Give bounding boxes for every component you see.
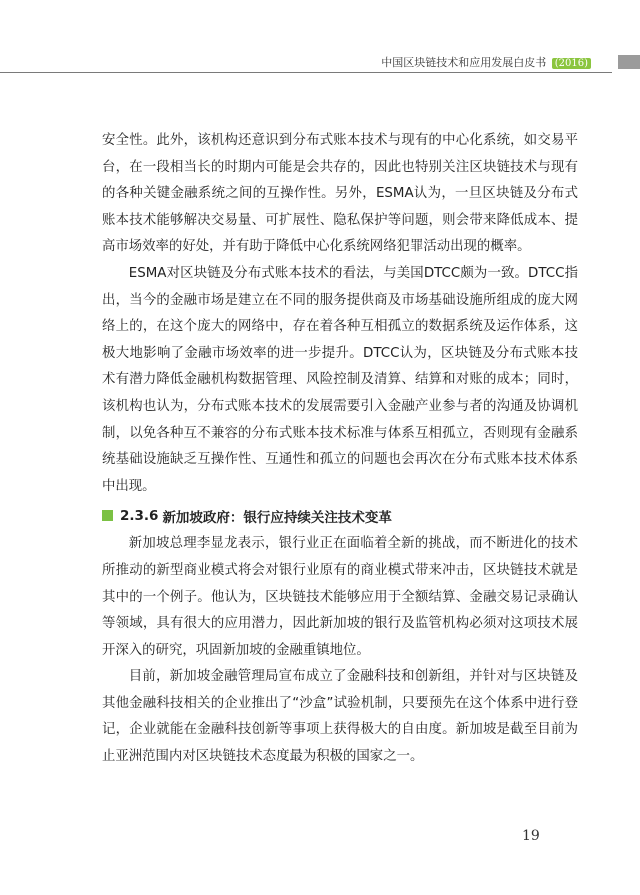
section-title: 新加坡政府：银行应持续关注技术变革 — [162, 509, 392, 526]
running-header-title — [381, 54, 591, 70]
paragraph-continued: 安全性。此外，该机构还意识到分布式账本技术与现有的中心化系统，如交易平台，在一段相当长的时期内可能是会共存的，因此也特别关注区块链技术与现有的各种关键金融系统之间的互操作性。另外，ESMA认为，一旦区块链及分布式账本技术能够解决交易量、可扩展性、隐私保护等问题，则会带来降低成本、提高市场效率的好处，并有助于降低中心化系统网络犯罪活动出现的概率。 — [102, 133, 578, 255]
header-year-badge: (2016) — [552, 58, 591, 69]
paragraph-singapore-pm: 新加坡总理李显龙表示，银行业正在面临着全新的挑战，而不断进化的技术所推动的新型商业模式将会对银行业原有的商业模式带来冲击，区块链技术就是其中的一个例子。他认为，区块链技术能够应用于全额结算、金融交易记录确认等领域，具有很大的应用潜力，因此新加坡的银行及监管机构必须对这项技术展开深入的研究，巩固新加坡的金融重镇地位。 — [102, 536, 578, 658]
header-rule — [0, 72, 612, 73]
section-heading — [102, 502, 578, 529]
page-number: 19 — [522, 828, 540, 844]
header-edge-tab — [618, 55, 640, 69]
section-marker-icon — [102, 510, 113, 521]
header-book-title: 中国区块链技术和应用发展白皮书 — [381, 56, 547, 69]
page-body — [102, 128, 578, 771]
paragraph-esma-dtcc: ESMA对区块链及分布式账本技术的看法，与美国DTCC颇为一致。DTCC指出，当今的金融市场是建立在不同的服务提供商及市场基础设施所组成的庞大网络上的，在这个庞大的网络中，存在着各种互相孤立的数据系统及运作体系，这极大地影响了金融市场效率的进一步提升。DTCC认为，区块链及分布式账本技术有潜力降低金融机构数据管理、风险控制及清算、结算和对账的成本；同时，该机构也认为，分布式账本技术的发展需要引入金融产业参与者的沟通及协调机制，以免各种互不兼容的分布式账本技术标准与体系互相孤立，否则现有金融系统基础设施缺乏互操作性、互通性和孤立的问题也会再次在分布式账本技术体系中出现。 — [102, 265, 578, 494]
page-header — [0, 48, 640, 78]
paragraph-mas-sandbox: 目前，新加坡金融管理局宣布成立了金融科技和创新组，并针对与区块链及其他金融科技相关的企业推出了“沙盒”试验机制，只要预先在这个体系中进行登记，企业就能在金融科技创新等事项上获得极大的自由度。新加坡是截至目前为止亚洲范围内对区块链技术态度最为积极的国家之一。 — [102, 669, 578, 765]
section-number: 2.3.6 — [120, 507, 159, 524]
